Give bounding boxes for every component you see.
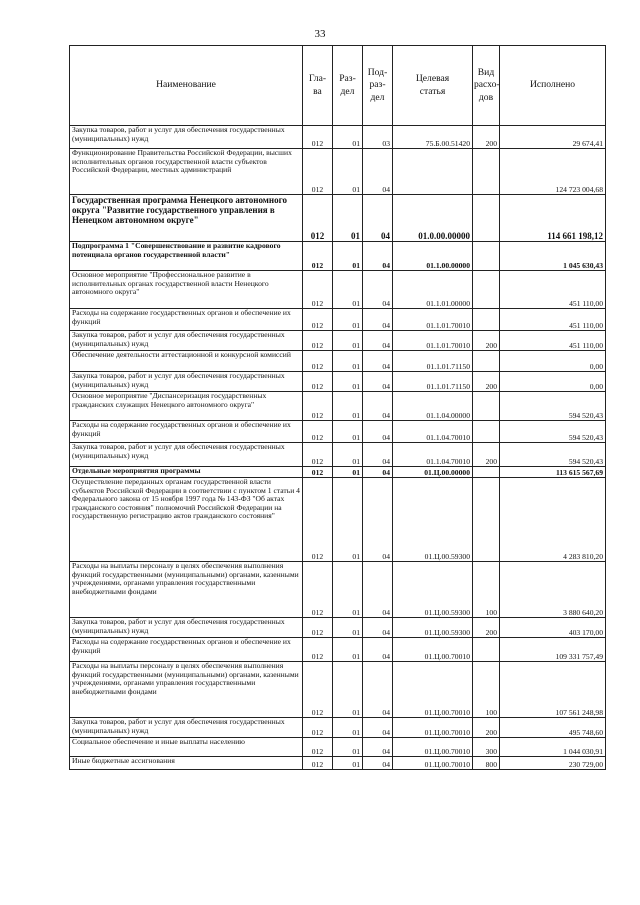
- row-expense-type: [473, 467, 500, 478]
- row-subsection: 04: [363, 242, 393, 271]
- header-executed: Исполнено: [500, 46, 606, 126]
- row-section: 01: [333, 478, 363, 562]
- row-executed: 451 110,00: [500, 271, 606, 309]
- row-section: 01: [333, 443, 363, 467]
- row-section: 01: [333, 271, 363, 309]
- row-target: [393, 149, 473, 195]
- row-name: Отдельные мероприятия программы: [70, 467, 303, 478]
- row-subsection: 04: [363, 738, 393, 757]
- row-section: 01: [333, 149, 363, 195]
- table-row: [70, 309, 606, 331]
- row-name: Осуществление переданных органам государственной власти субъектов Российской Федерации в соответствии с пунктом 1 статьи 4 Федерального закона от 15 ноября 1997 года № 143-ФЗ "Об актах гражданского состояния" полномочий Российской Федерации на государственную регистрацию актов гражданского состояния": [70, 478, 303, 562]
- table-row: [70, 351, 606, 372]
- row-section: 01: [333, 421, 363, 443]
- row-section: 01: [333, 718, 363, 738]
- row-expense-type: 100: [473, 662, 500, 718]
- row-name: Основное мероприятие "Профессиональное развитие в исполнительных органах государственной власти Ненецкого автономного округа": [70, 271, 303, 309]
- row-subsection: 04: [363, 638, 393, 662]
- header-expense-type: Вид расхо- дов: [473, 46, 500, 126]
- row-subsection: 04: [363, 271, 393, 309]
- budget-table: [69, 45, 606, 770]
- row-target: 01.Ц.00.70010: [393, 718, 473, 738]
- row-target: 01.1.01.71150: [393, 351, 473, 372]
- row-chapter: 012: [303, 331, 333, 351]
- row-chapter: 012: [303, 126, 333, 149]
- table-row: [70, 618, 606, 638]
- row-expense-type: 200: [473, 718, 500, 738]
- row-expense-type: [473, 242, 500, 271]
- row-expense-type: [473, 195, 500, 242]
- row-target: 01.Ц.00.70010: [393, 662, 473, 718]
- row-executed: 451 110,00: [500, 331, 606, 351]
- row-chapter: 012: [303, 467, 333, 478]
- table-row: [70, 271, 606, 309]
- row-executed: 29 674,41: [500, 126, 606, 149]
- row-executed: 403 170,00: [500, 618, 606, 638]
- row-executed: 594 520,43: [500, 392, 606, 421]
- row-expense-type: 200: [473, 126, 500, 149]
- table-row: [70, 149, 606, 195]
- row-expense-type: [473, 421, 500, 443]
- row-section: 01: [333, 309, 363, 331]
- row-expense-type: 200: [473, 618, 500, 638]
- table-row: [70, 421, 606, 443]
- row-chapter: 012: [303, 242, 333, 271]
- row-name: Закупка товаров, работ и услуг для обеспечения государственных (муниципальных) нужд: [70, 331, 303, 351]
- row-chapter: 012: [303, 738, 333, 757]
- table-row: [70, 372, 606, 392]
- table-row: [70, 662, 606, 718]
- row-subsection: 04: [363, 149, 393, 195]
- row-target: 01.1.01.70010: [393, 331, 473, 351]
- row-name: Социальное обеспечение и иные выплаты населению: [70, 738, 303, 757]
- row-chapter: 012: [303, 195, 333, 242]
- row-executed: 594 520,43: [500, 443, 606, 467]
- row-subsection: 04: [363, 372, 393, 392]
- header-name: Наименование: [70, 46, 303, 126]
- row-target: 01.1.04.70010: [393, 443, 473, 467]
- row-subsection: 04: [363, 392, 393, 421]
- table-row: [70, 242, 606, 271]
- row-target: 01.1.01.70010: [393, 309, 473, 331]
- row-subsection: 04: [363, 467, 393, 478]
- row-section: 01: [333, 372, 363, 392]
- table-row: [70, 443, 606, 467]
- row-subsection: 04: [363, 718, 393, 738]
- table-row: [70, 562, 606, 618]
- row-name: Расходы на выплаты персоналу в целях обеспечения выполнения функций государственными (муниципальными) органами, казенными учреждениями, органами управления государственными внебюджетными фондами: [70, 662, 303, 718]
- table-row: [70, 331, 606, 351]
- row-section: 01: [333, 392, 363, 421]
- row-executed: 3 880 640,20: [500, 562, 606, 618]
- row-executed: 1 044 030,91: [500, 738, 606, 757]
- row-name: Государственная программа Ненецкого автономного округа "Развитие государственного управления в Ненецком автономном округе": [70, 195, 303, 242]
- row-executed: 114 661 198,12: [500, 195, 606, 242]
- row-name: Основное мероприятие "Диспансеризация государственных гражданских служащих Ненецкого автономного округа": [70, 392, 303, 421]
- row-subsection: 04: [363, 421, 393, 443]
- table-row: [70, 738, 606, 757]
- row-executed: 4 283 810,20: [500, 478, 606, 562]
- row-executed: 1 045 630,43: [500, 242, 606, 271]
- row-target: 01.1.00.00000: [393, 242, 473, 271]
- table-row: [70, 757, 606, 770]
- row-expense-type: 800: [473, 757, 500, 770]
- row-target: 01.1.01.71150: [393, 372, 473, 392]
- row-executed: 109 331 757,49: [500, 638, 606, 662]
- row-subsection: 04: [363, 662, 393, 718]
- row-name: Расходы на содержание государственных органов и обеспечение их функций: [70, 421, 303, 443]
- table-row: [70, 195, 606, 242]
- row-expense-type: [473, 149, 500, 195]
- row-chapter: 012: [303, 443, 333, 467]
- row-subsection: 04: [363, 757, 393, 770]
- row-target: 01.Ц.00.70010: [393, 757, 473, 770]
- row-target: 01.Ц.00.00000: [393, 467, 473, 478]
- row-name: Расходы на содержание государственных органов и обеспечение их функций: [70, 638, 303, 662]
- row-target: 01.1.04.00000: [393, 392, 473, 421]
- row-section: 01: [333, 757, 363, 770]
- row-chapter: 012: [303, 372, 333, 392]
- row-executed: 107 561 248,98: [500, 662, 606, 718]
- row-section: 01: [333, 467, 363, 478]
- row-expense-type: [473, 309, 500, 331]
- row-subsection: 04: [363, 331, 393, 351]
- row-section: 01: [333, 638, 363, 662]
- row-executed: 0,00: [500, 372, 606, 392]
- row-subsection: 04: [363, 443, 393, 467]
- row-section: 01: [333, 331, 363, 351]
- row-name: Функционирование Правительства Российской Федерации, высших исполнительных органов государственной власти субъектов Российской Федерации, местных администраций: [70, 149, 303, 195]
- row-name: Расходы на содержание государственных органов и обеспечение их функций: [70, 309, 303, 331]
- row-expense-type: 200: [473, 372, 500, 392]
- header-target: Целевая статья: [393, 46, 473, 126]
- table-row: [70, 478, 606, 562]
- row-chapter: 012: [303, 662, 333, 718]
- row-chapter: 012: [303, 618, 333, 638]
- row-executed: 594 520,43: [500, 421, 606, 443]
- table-header-row: [70, 46, 606, 126]
- row-target: 01.0.00.00000: [393, 195, 473, 242]
- row-name: Обеспечение деятельности аттестационной и конкурсной комиссий: [70, 351, 303, 372]
- table-row: [70, 392, 606, 421]
- row-chapter: 012: [303, 309, 333, 331]
- row-subsection: 04: [363, 562, 393, 618]
- row-executed: 0,00: [500, 351, 606, 372]
- row-expense-type: 300: [473, 738, 500, 757]
- row-section: 01: [333, 242, 363, 271]
- row-expense-type: 100: [473, 562, 500, 618]
- table-row: [70, 467, 606, 478]
- row-section: 01: [333, 562, 363, 618]
- row-name: Закупка товаров, работ и услуг для обеспечения государственных (муниципальных) нужд: [70, 126, 303, 149]
- row-target: 01.Ц.00.59300: [393, 478, 473, 562]
- row-target: 01.Ц.00.59300: [393, 562, 473, 618]
- row-chapter: 012: [303, 718, 333, 738]
- row-expense-type: [473, 638, 500, 662]
- row-name: Расходы на выплаты персоналу в целях обеспечения выполнения функций государственными (муниципальными) органами, казенными учреждениями, органами управления государственными внебюджетными фондами: [70, 562, 303, 618]
- row-expense-type: [473, 271, 500, 309]
- row-target: 01.1.01.00000: [393, 271, 473, 309]
- row-expense-type: [473, 351, 500, 372]
- row-subsection: 04: [363, 618, 393, 638]
- row-section: 01: [333, 662, 363, 718]
- row-subsection: 04: [363, 478, 393, 562]
- row-expense-type: [473, 392, 500, 421]
- row-target: 01.Ц.00.70010: [393, 638, 473, 662]
- row-name: Закупка товаров, работ и услуг для обеспечения государственных (муниципальных) нужд: [70, 618, 303, 638]
- row-chapter: 012: [303, 562, 333, 618]
- row-name: Иные бюджетные ассигнования: [70, 757, 303, 770]
- header-chapter: Гла- ва: [303, 46, 333, 126]
- row-chapter: 012: [303, 392, 333, 421]
- row-subsection: 04: [363, 309, 393, 331]
- row-name: Закупка товаров, работ и услуг для обеспечения государственных (муниципальных) нужд: [70, 372, 303, 392]
- row-name: Закупка товаров, работ и услуг для обеспечения государственных (муниципальных) нужд: [70, 443, 303, 467]
- row-section: 01: [333, 195, 363, 242]
- page-number: 33: [314, 28, 326, 40]
- row-executed: 451 110,00: [500, 309, 606, 331]
- row-chapter: 012: [303, 271, 333, 309]
- row-executed: 113 615 567,69: [500, 467, 606, 478]
- row-chapter: 012: [303, 478, 333, 562]
- row-target: 75.Б.00.51420: [393, 126, 473, 149]
- row-executed: 124 723 004,68: [500, 149, 606, 195]
- row-expense-type: [473, 478, 500, 562]
- row-section: 01: [333, 618, 363, 638]
- header-subsection: Под- раз- дел: [363, 46, 393, 126]
- row-subsection: 03: [363, 126, 393, 149]
- row-chapter: 012: [303, 638, 333, 662]
- table-row: [70, 638, 606, 662]
- row-chapter: 012: [303, 149, 333, 195]
- header-section: Раз- дел: [333, 46, 363, 126]
- row-target: 01.1.04.70010: [393, 421, 473, 443]
- row-executed: 230 729,00: [500, 757, 606, 770]
- row-expense-type: 200: [473, 331, 500, 351]
- row-target: 01.Ц.00.70010: [393, 738, 473, 757]
- row-expense-type: 200: [473, 443, 500, 467]
- row-executed: 495 748,60: [500, 718, 606, 738]
- row-chapter: 012: [303, 351, 333, 372]
- row-target: 01.Ц.00.59300: [393, 618, 473, 638]
- table-row: [70, 718, 606, 738]
- row-subsection: 04: [363, 351, 393, 372]
- table-row: [70, 126, 606, 149]
- row-section: 01: [333, 126, 363, 149]
- row-name: Подпрограмма 1 "Совершенствование и развитие кадрового потенциала органов государственной власти": [70, 242, 303, 271]
- row-section: 01: [333, 351, 363, 372]
- row-subsection: 04: [363, 195, 393, 242]
- row-name: Закупка товаров, работ и услуг для обеспечения государственных (муниципальных) нужд: [70, 718, 303, 738]
- row-chapter: 012: [303, 757, 333, 770]
- row-chapter: 012: [303, 421, 333, 443]
- row-section: 01: [333, 738, 363, 757]
